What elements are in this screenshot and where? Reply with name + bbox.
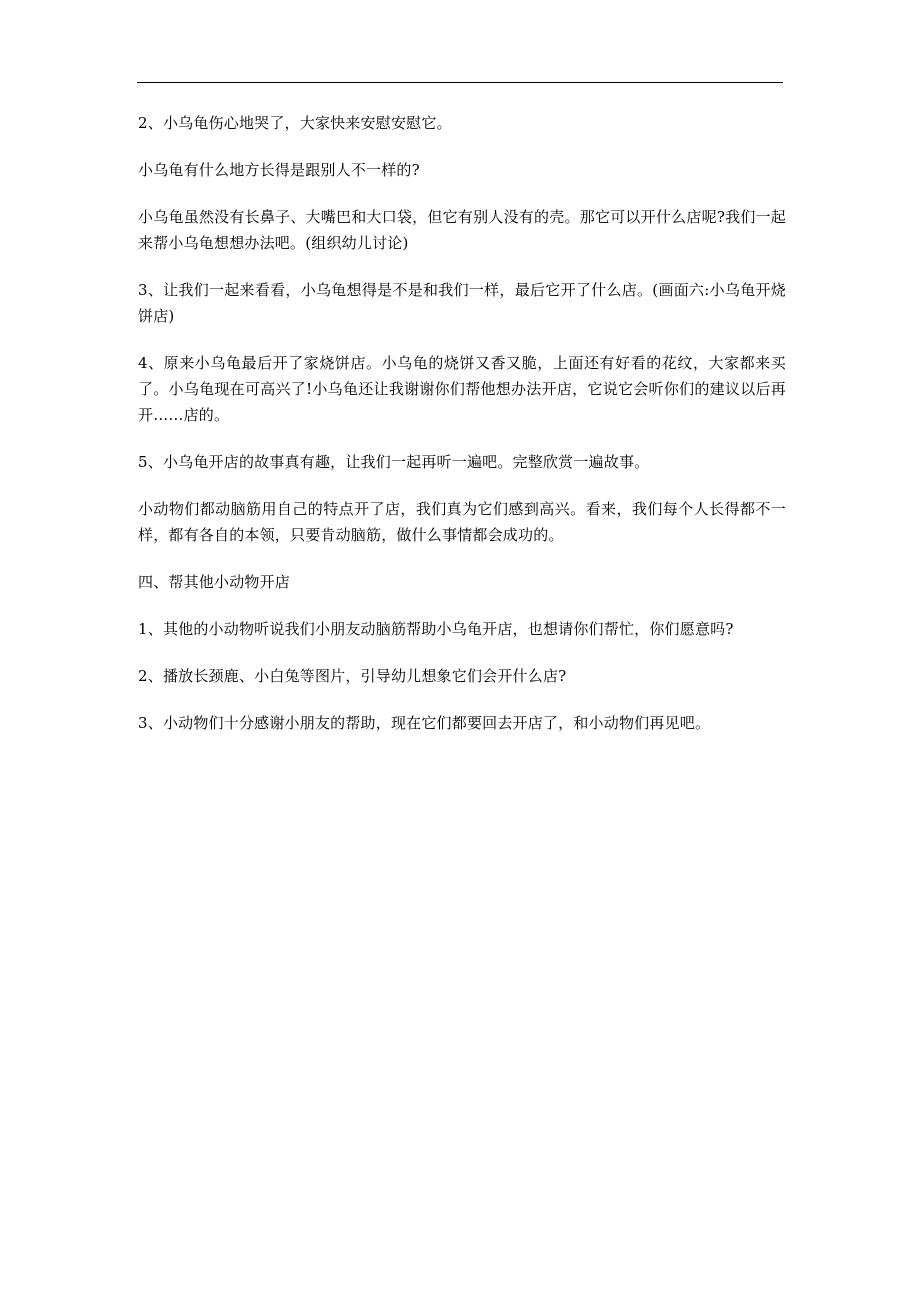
paragraph-step-5: 5、小乌龟开店的故事真有趣，让我们一起再听一遍吧。完整欣赏一遍故事。 xyxy=(138,453,650,471)
document-body xyxy=(138,110,786,757)
paragraph-question: 小乌龟有什么地方长得是跟别人不一样的? xyxy=(138,161,420,179)
paragraph-step-3: 3、让我们一起来看看，小乌龟想得是不是和我们一样，最后它开了什么店。(画面六:小乌龟开烧饼店) xyxy=(138,281,786,325)
paragraph-section4-step-2: 2、播放长颈鹿、小白兔等图片，引导幼儿想象它们会开什么店? xyxy=(138,667,567,685)
section-heading: 四、帮其他小动物开店 xyxy=(138,573,291,591)
paragraph-step-2: 2、小乌龟伤心地哭了，大家快来安慰安慰它。 xyxy=(138,114,452,132)
paragraph-shell-discussion: 小乌龟虽然没有长鼻子、大嘴巴和大口袋，但它有别人没有的壳。那它可以开什么店呢?我们一起来帮小乌龟想想办法吧。(组织幼儿讨论) xyxy=(138,208,786,252)
paragraph-section4-step-1: 1、其他的小动物听说我们小朋友动脑筋帮助小乌龟开店，也想请你们帮忙，你们愿意吗? xyxy=(138,620,734,638)
paragraph-summary: 小动物们都动脑筋用自己的特点开了店，我们真为它们感到高兴。看来，我们每个人长得都不一样，都有各自的本领，只要肯动脑筋，做什么事情都会成功的。 xyxy=(138,500,786,544)
paragraph-step-4: 4、原来小乌龟最后开了家烧饼店。小乌龟的烧饼又香又脆，上面还有好看的花纹，大家都来买了。小乌龟现在可高兴了!小乌龟还让我谢谢你们帮他想办法开店，它说它会听你们的建议以后再开……店的。 xyxy=(138,354,786,424)
paragraph-section4-step-3: 3、小动物们十分感谢小朋友的帮助，现在它们都要回去开店了，和小动物们再见吧。 xyxy=(138,714,711,732)
header-rule xyxy=(137,82,783,83)
